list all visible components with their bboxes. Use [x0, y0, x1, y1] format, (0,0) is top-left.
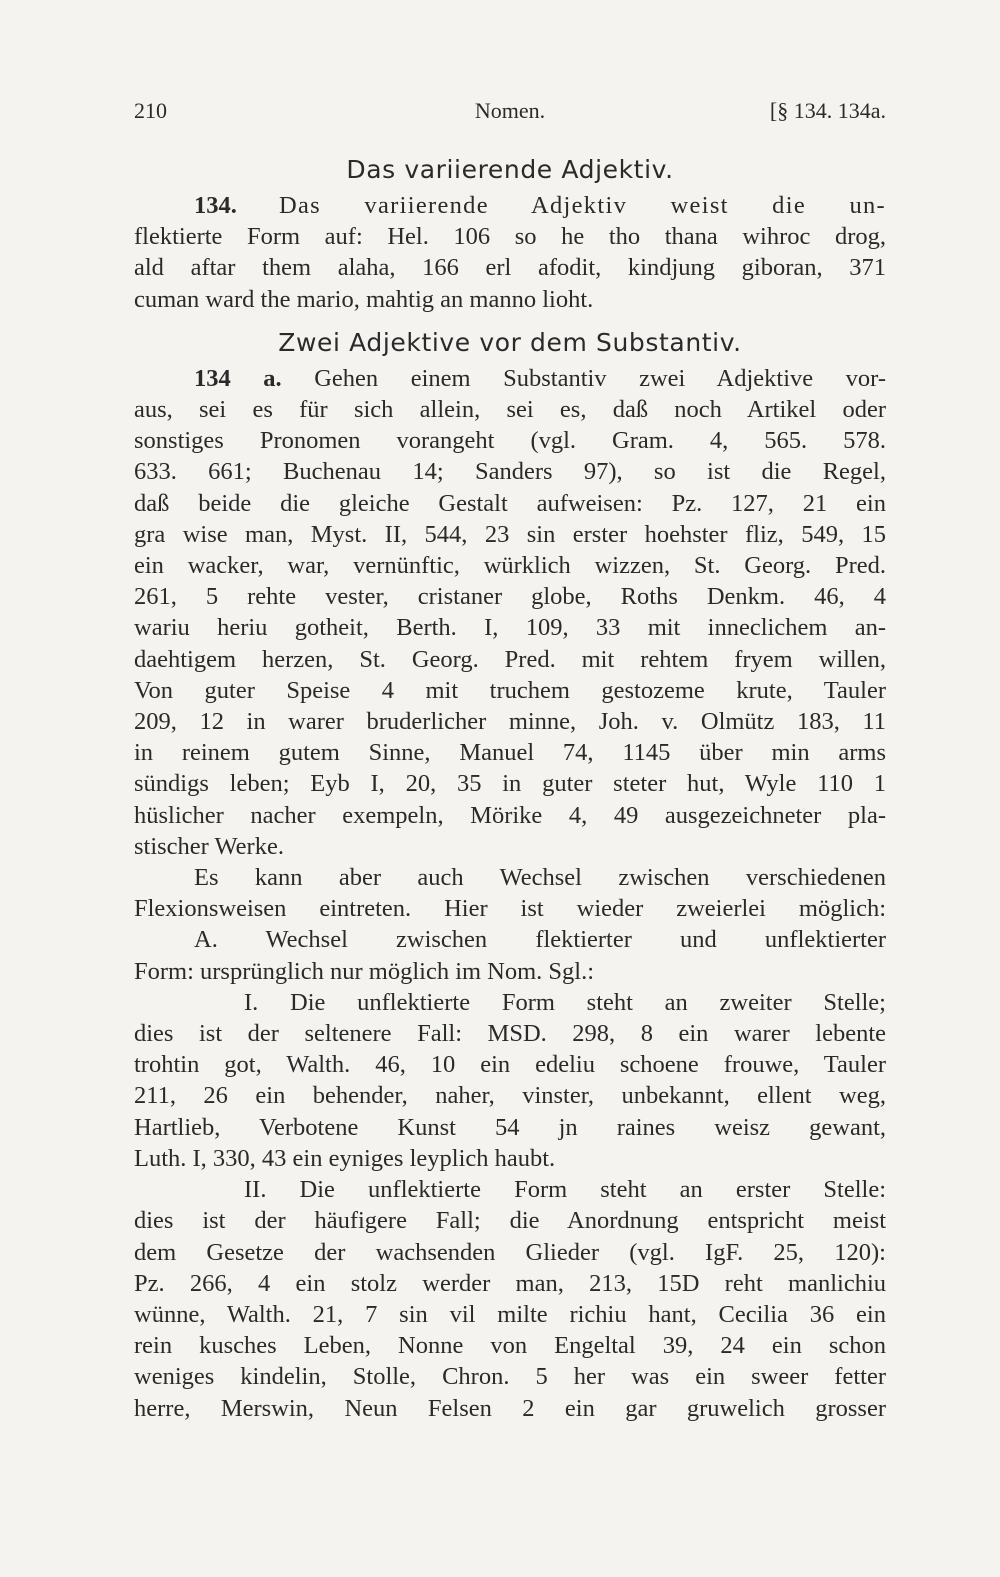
text-line: rein kusches Leben, Nonne von Engeltal 39, 24 ein schon	[134, 1332, 886, 1360]
text-line: Form: ursprünglich nur möglich im Nom. Sgl.:	[134, 957, 595, 985]
paragraph-a	[134, 924, 886, 986]
running-header	[134, 98, 886, 132]
text-line: I. Die unflektierte Form steht an zweiter Stelle;	[244, 988, 886, 1016]
section-number: 134 a.	[194, 364, 282, 392]
heading-variierende-adjektiv: Das variierende Adjektiv.	[346, 155, 674, 184]
text-line: sonstiges Pronomen vorangeht (vgl. Gram. 4, 565. 578.	[134, 427, 886, 455]
text-line: Hartlieb, Verbotene Kunst 54 jn raines weisz gewant,	[134, 1113, 886, 1141]
text-line: II. Die unflektierte Form steht an erster Stelle:	[244, 1176, 886, 1204]
section-reference: [§ 134. 134a.	[769, 98, 886, 123]
text-line: aus, sei es für sich allein, sei es, daß noch Artikel oder	[134, 396, 886, 424]
text-line: stischer Werke.	[134, 832, 284, 860]
text-line: Luth. I, 330, 43 ein eyniges leyplich haubt.	[134, 1144, 556, 1172]
paragraph-134a	[134, 363, 886, 862]
paragraph-ii	[134, 1174, 886, 1424]
text-line: 211, 26 ein behender, naher, vinster, unbekannt, ellent weg,	[134, 1082, 886, 1110]
paragraph-134	[134, 190, 886, 315]
heading-zwei-adjektive: Zwei Adjektive vor dem Substantiv.	[278, 327, 742, 357]
text-line: trohtin got, Walth. 46, 10 ein edeliu schoene frouwe, Tauler	[134, 1051, 886, 1079]
text-line: 261, 5 rehte vester, cristaner globe, Roths Denkm. 46, 4	[134, 583, 886, 611]
text-line: dies ist der seltenere Fall: MSD. 298, 8 ein warer lebente	[134, 1020, 886, 1048]
text-line: cuman ward the mario, mahtig an manno lioht.	[134, 285, 594, 313]
text-line: gra wise man, Myst. II, 544, 23 sin erster hoehster fliz, 549, 15	[134, 520, 886, 548]
text-line: daß beide die gleiche Gestalt aufweisen: Pz. 127, 21 ein	[134, 489, 886, 517]
text-line: Flexionsweisen eintreten. Hier ist wieder zweierlei möglich:	[134, 895, 886, 923]
text-line: 209, 12 in warer bruderlicher minne, Joh. v. Olmütz 183, 11	[134, 708, 886, 736]
text-line: dies ist der häufigere Fall; die Anordnung entspricht meist	[134, 1207, 886, 1235]
section-number: 134.	[194, 192, 237, 219]
running-title: Nomen.	[474, 98, 546, 123]
page-number: 210	[134, 98, 167, 123]
text-line: dem Gesetze der wachsenden Glieder (vgl. IgF. 25, 120):	[134, 1238, 886, 1266]
text-line: 633. 661; Buchenau 14; Sanders 97), so ist die Regel,	[134, 458, 886, 486]
text-line: hüslicher nacher exempeln, Mörike 4, 49 ausgezeichneter pla-	[134, 801, 886, 829]
text-line: Von guter Speise 4 mit truchem gestozeme krute, Tauler	[134, 676, 886, 704]
text-line: in reinem gutem Sinne, Manuel 74, 1145 über min arms	[134, 739, 886, 767]
text-line: wünne, Walth. 21, 7 sin vil milte richiu hant, Cecilia 36 ein	[134, 1300, 886, 1328]
paragraph-i	[134, 987, 886, 1174]
text-line: Es kann aber auch Wechsel zwischen verschiedenen	[194, 864, 886, 892]
text-line: Pz. 266, 4 ein stolz werder man, 213, 15D reht manlichiu	[134, 1269, 886, 1297]
text-line: daehtigem herzen, St. Georg. Pred. mit rehtem fryem willen,	[134, 645, 886, 673]
page-body	[134, 150, 886, 1424]
text-line: wariu heriu gotheit, Berth. I, 109, 33 mit inneclichem an-	[134, 614, 886, 642]
text-line: herre, Merswin, Neun Felsen 2 ein gar gruwelich grosser	[134, 1394, 886, 1422]
text-line: A. Wechsel zwischen flektierter und unflektierter	[194, 926, 886, 954]
text-line: ald aftar them alaha, 166 erl afodit, kindjung giboran, 371	[134, 254, 886, 282]
text-line: flektierte Form auf: Hel. 106 so he tho thana wihroc drog,	[134, 223, 886, 251]
paragraph-wechsel	[134, 862, 886, 924]
text-line: 134 a. Gehen einem Substantiv zwei Adjektive vor-	[194, 364, 887, 392]
text-line: weniges kindelin, Stolle, Chron. 5 her was ein sweer fetter	[134, 1363, 886, 1391]
text-line: ein wacker, war, vernünftic, würklich wizzen, St. Georg. Pred.	[134, 552, 886, 580]
text-line: 134. Das variierende Adjektiv weist die un-	[194, 192, 886, 219]
text-line: sündigs leben; Eyb I, 20, 35 in guter steter hut, Wyle 110 1	[134, 770, 886, 798]
